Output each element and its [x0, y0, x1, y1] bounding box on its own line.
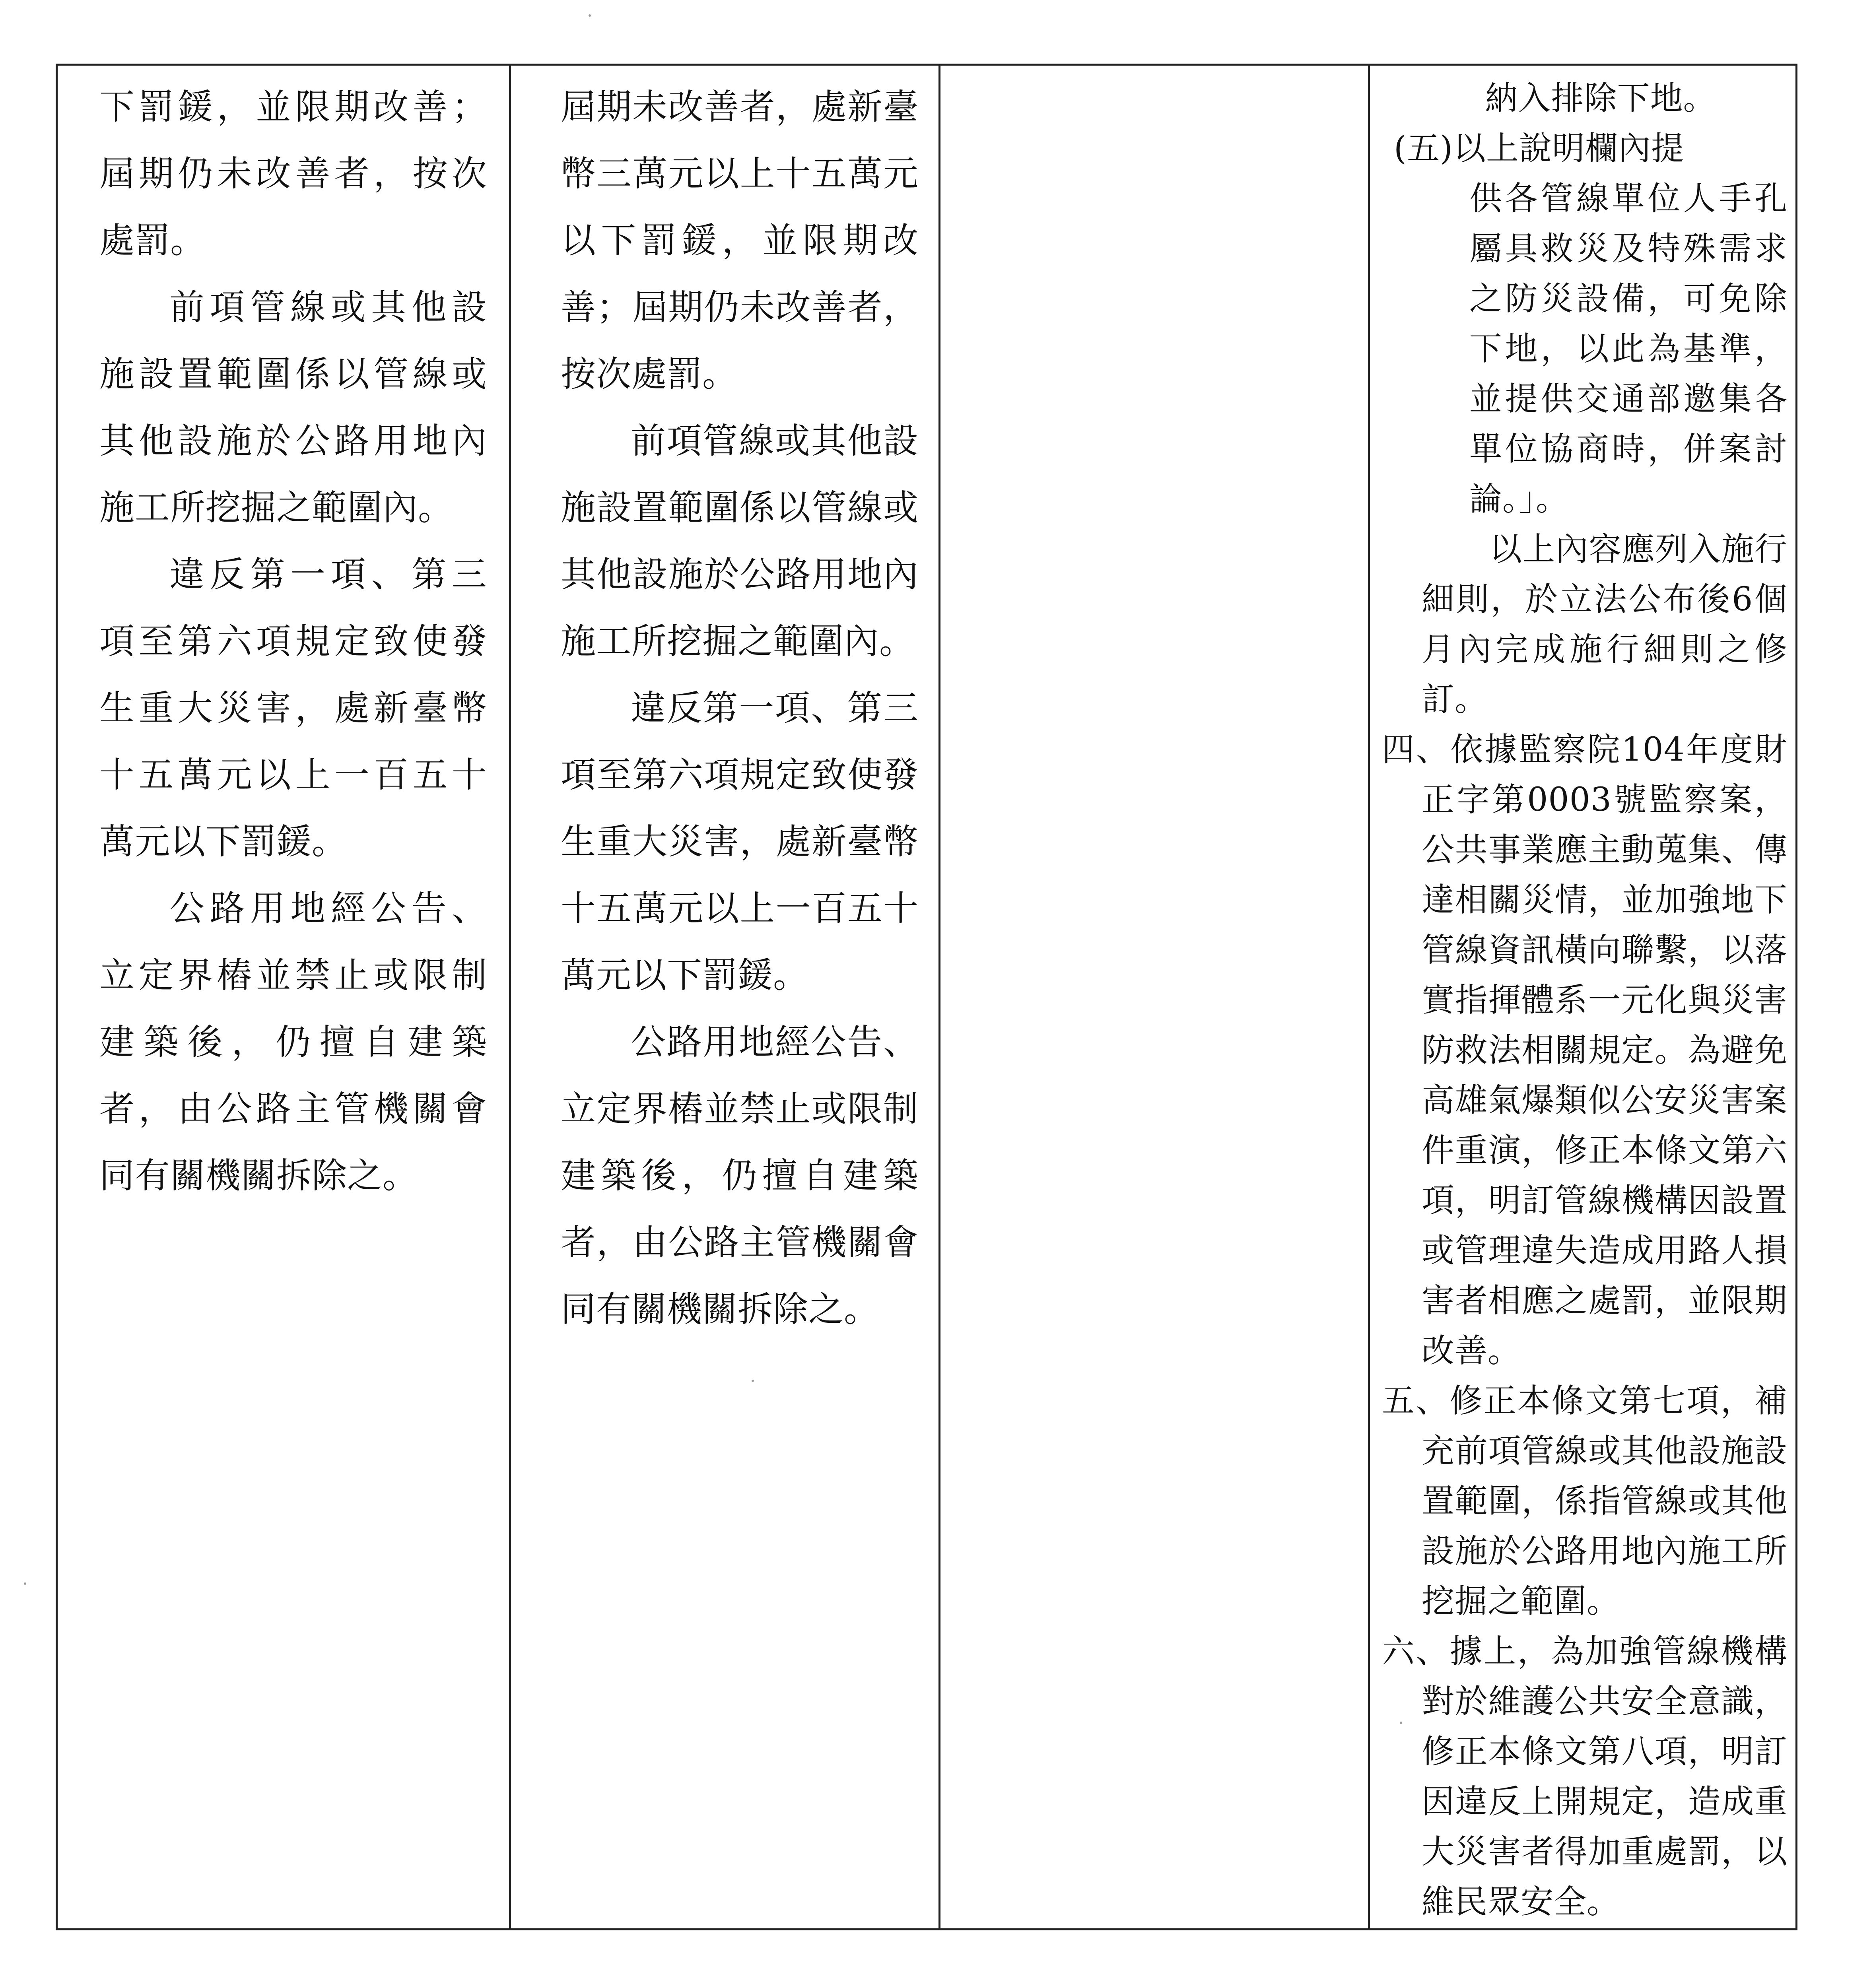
- current-paragraph-1: 屆期未改善者，處新臺幣三萬元以上十五萬元以下罰鍰，並限期改善；屆期仍未改善者，按次處罰。: [561, 86, 919, 394]
- explanation-note: 以上內容應列入施行細則，於立法公布後6個月內完成施行細則之修訂。: [1422, 530, 1788, 718]
- comparison-table: [56, 64, 1797, 1930]
- amended-paragraph-3: 違反第一項、第三項至第六項規定致使發生重大災害，處新臺幣十五萬元以上一百五十萬元以下罰鍰。: [99, 554, 487, 862]
- amended-text-column: [58, 66, 511, 1928]
- explanation-item-5: 五、修正本條文第七項，補充前項管線或其他設施設置範圍，係指管線或其他設施於公路用地內施工所挖掘之範圍。: [1382, 1382, 1788, 1620]
- amended-paragraph-4: 公路用地經公告、立定界樁並禁止或限制建築後，仍擅自建築者，由公路主管機關會同有關機關拆除之。: [99, 888, 487, 1196]
- explanation-body: [1382, 74, 1788, 1927]
- empty-column: [940, 66, 1370, 1928]
- scan-speck: [1400, 1722, 1402, 1724]
- explanation-sub-item-5-head: (五)以上說明欄內提: [1394, 130, 1684, 167]
- explanation-column: [1370, 66, 1795, 1928]
- amended-paragraph-1: 下罰鍰，並限期改善；屆期仍未改善者，按次處罰。: [99, 86, 487, 261]
- scan-speck: [589, 14, 591, 17]
- scan-speck: [752, 1380, 754, 1382]
- amended-paragraph-2: 前項管線或其他設施設置範圍係以管線或其他設施於公路用地內施工所挖掘之範圍內。: [99, 287, 487, 528]
- explanation-item-6: 六、據上，為加強管線機構對於維護公共安全意識，修正本條文第八項，明訂因違反上開規定，造成重大災害者得加重處罰，以維民眾安全。: [1382, 1633, 1788, 1921]
- current-paragraph-2: 前項管線或其他設施設置範圍係以管線或其他設施於公路用地內施工所挖掘之範圍內。: [561, 420, 919, 662]
- current-paragraph-4: 公路用地經公告、立定界樁並禁止或限制建築後，仍擅自建築者，由公路主管機關會同有關機關拆除之。: [561, 1021, 919, 1330]
- scan-speck: [24, 1582, 26, 1585]
- current-text-body: [561, 74, 919, 1343]
- explanation-sub-item-5-body: 供各管線單位人手孔屬具救災及特殊需求之防災設備，可免除下地，以此為基準，並提供交通部邀集各單位協商時，併案討論。」。: [1469, 180, 1788, 518]
- amended-text-body: [99, 74, 487, 1209]
- current-text-column: [511, 66, 940, 1928]
- current-paragraph-3: 違反第一項、第三項至第六項規定致使發生重大災害，處新臺幣十五萬元以上一百五十萬元以下罰鍰。: [561, 687, 919, 996]
- explanation-continuation: 納入排除下地。: [1485, 80, 1716, 117]
- explanation-item-4: 四、依據監察院104年度財正字第0003號監察案，公共事業應主動蒐集、傳達相關災情，並加強地下管線資訊橫向聯繫，以落實指揮體系一元化與災害防救法相關規定。為避免高雄氣爆類似公安災害案件重演，修正本條文第六項，明訂管線機構因設置或管理違失造成用路人損害者相應之處罰，並限期改善。: [1382, 731, 1788, 1370]
